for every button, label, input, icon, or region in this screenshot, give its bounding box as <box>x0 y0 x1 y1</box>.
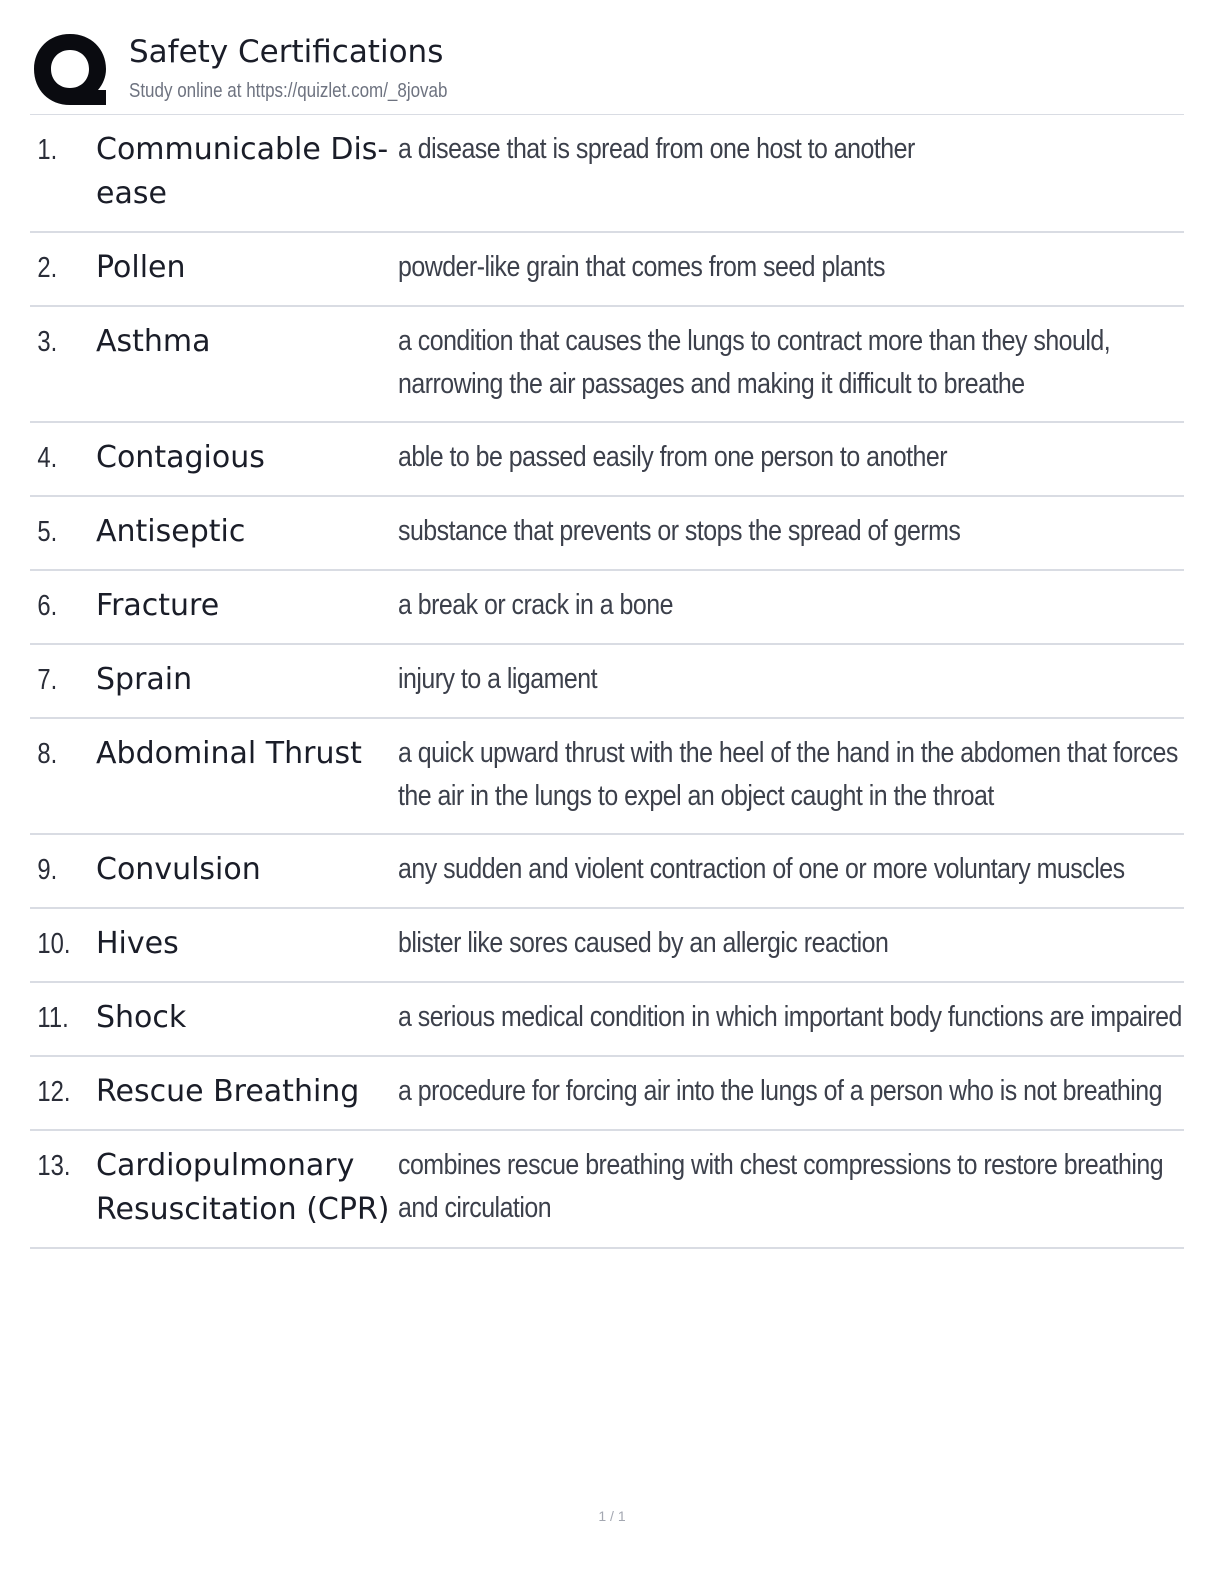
term-definition: powder-like grain that comes from seed plants <box>398 251 885 283</box>
term-word: Convulsion <box>96 852 261 887</box>
term-definition: a procedure for forcing air into the lungs of a person who is not breathing <box>398 1075 1163 1107</box>
term-number: 10. <box>37 928 71 960</box>
term-row <box>30 645 1184 719</box>
term-row <box>30 233 1184 307</box>
page-title: Safety Certifications <box>129 34 444 70</box>
term-row <box>30 835 1184 909</box>
term-row <box>30 719 1184 835</box>
term-number: 2. <box>37 252 58 284</box>
term-row <box>30 909 1184 983</box>
term-word: Contagious <box>96 440 265 475</box>
term-word: Sprain <box>96 662 193 697</box>
term-definition: able to be passed easily from one person to another <box>398 441 948 473</box>
term-row <box>30 307 1184 423</box>
page-number: 1 / 1 <box>598 1508 626 1524</box>
term-number: 13. <box>37 1150 71 1182</box>
term-definition: substance that prevents or stops the spread of germs <box>398 515 961 547</box>
term-word: Fracture <box>96 588 220 623</box>
term-definition: blister like sores caused by an allergic reaction <box>398 927 889 959</box>
term-number: 6. <box>37 590 58 622</box>
term-row <box>30 1131 1184 1249</box>
term-definition: a break or crack in a bone <box>398 589 673 621</box>
term-word: Abdominal Thrust <box>96 736 362 771</box>
study-online-link[interactable]: Study online at https://quizlet.com/_8jovab <box>129 80 448 102</box>
term-row <box>30 497 1184 571</box>
term-row <box>30 1057 1184 1131</box>
term-number: 3. <box>37 326 58 358</box>
term-row <box>30 983 1184 1057</box>
term-word: Communicable Dis- ease <box>96 132 389 211</box>
term-definition: a quick upward thrust with the heel of the hand in the abdomen that forces the air in the lungs to expel an object caught in the throat <box>398 737 1178 812</box>
term-word: Asthma <box>96 324 211 359</box>
term-word: Hives <box>96 926 179 961</box>
term-definition: a serious medical condition in which important body functions are impaired <box>398 1001 1182 1033</box>
term-definition: a disease that is spread from one host to another <box>398 133 915 165</box>
quizlet-logo-icon <box>30 30 110 110</box>
term-word: Cardiopulmonary Resuscitation (CPR) <box>96 1148 390 1227</box>
term-word: Rescue Breathing <box>96 1074 360 1109</box>
term-number: 11. <box>37 1002 69 1034</box>
term-number: 12. <box>37 1076 71 1108</box>
term-number: 7. <box>37 664 58 696</box>
term-number: 5. <box>37 516 58 548</box>
term-word: Antiseptic <box>96 514 246 549</box>
term-row <box>30 423 1184 497</box>
term-number: 9. <box>37 854 58 886</box>
term-row <box>30 115 1184 233</box>
term-definition: any sudden and violent contraction of one or more voluntary muscles <box>398 853 1125 885</box>
term-definition: a condition that causes the lungs to contract more than they should, narrowing the air passages and making it difficult to breathe <box>398 325 1111 400</box>
term-word: Pollen <box>96 250 186 285</box>
terms-list <box>30 115 1184 1249</box>
term-row <box>30 571 1184 645</box>
term-word: Shock <box>96 1000 187 1035</box>
term-number: 8. <box>37 738 58 770</box>
term-number: 1. <box>37 134 58 166</box>
term-definition: combines rescue breathing with chest compressions to restore breathing and circulation <box>398 1149 1164 1224</box>
page-header <box>30 28 1184 115</box>
term-definition: injury to a ligament <box>398 663 598 695</box>
term-number: 4. <box>37 442 58 474</box>
